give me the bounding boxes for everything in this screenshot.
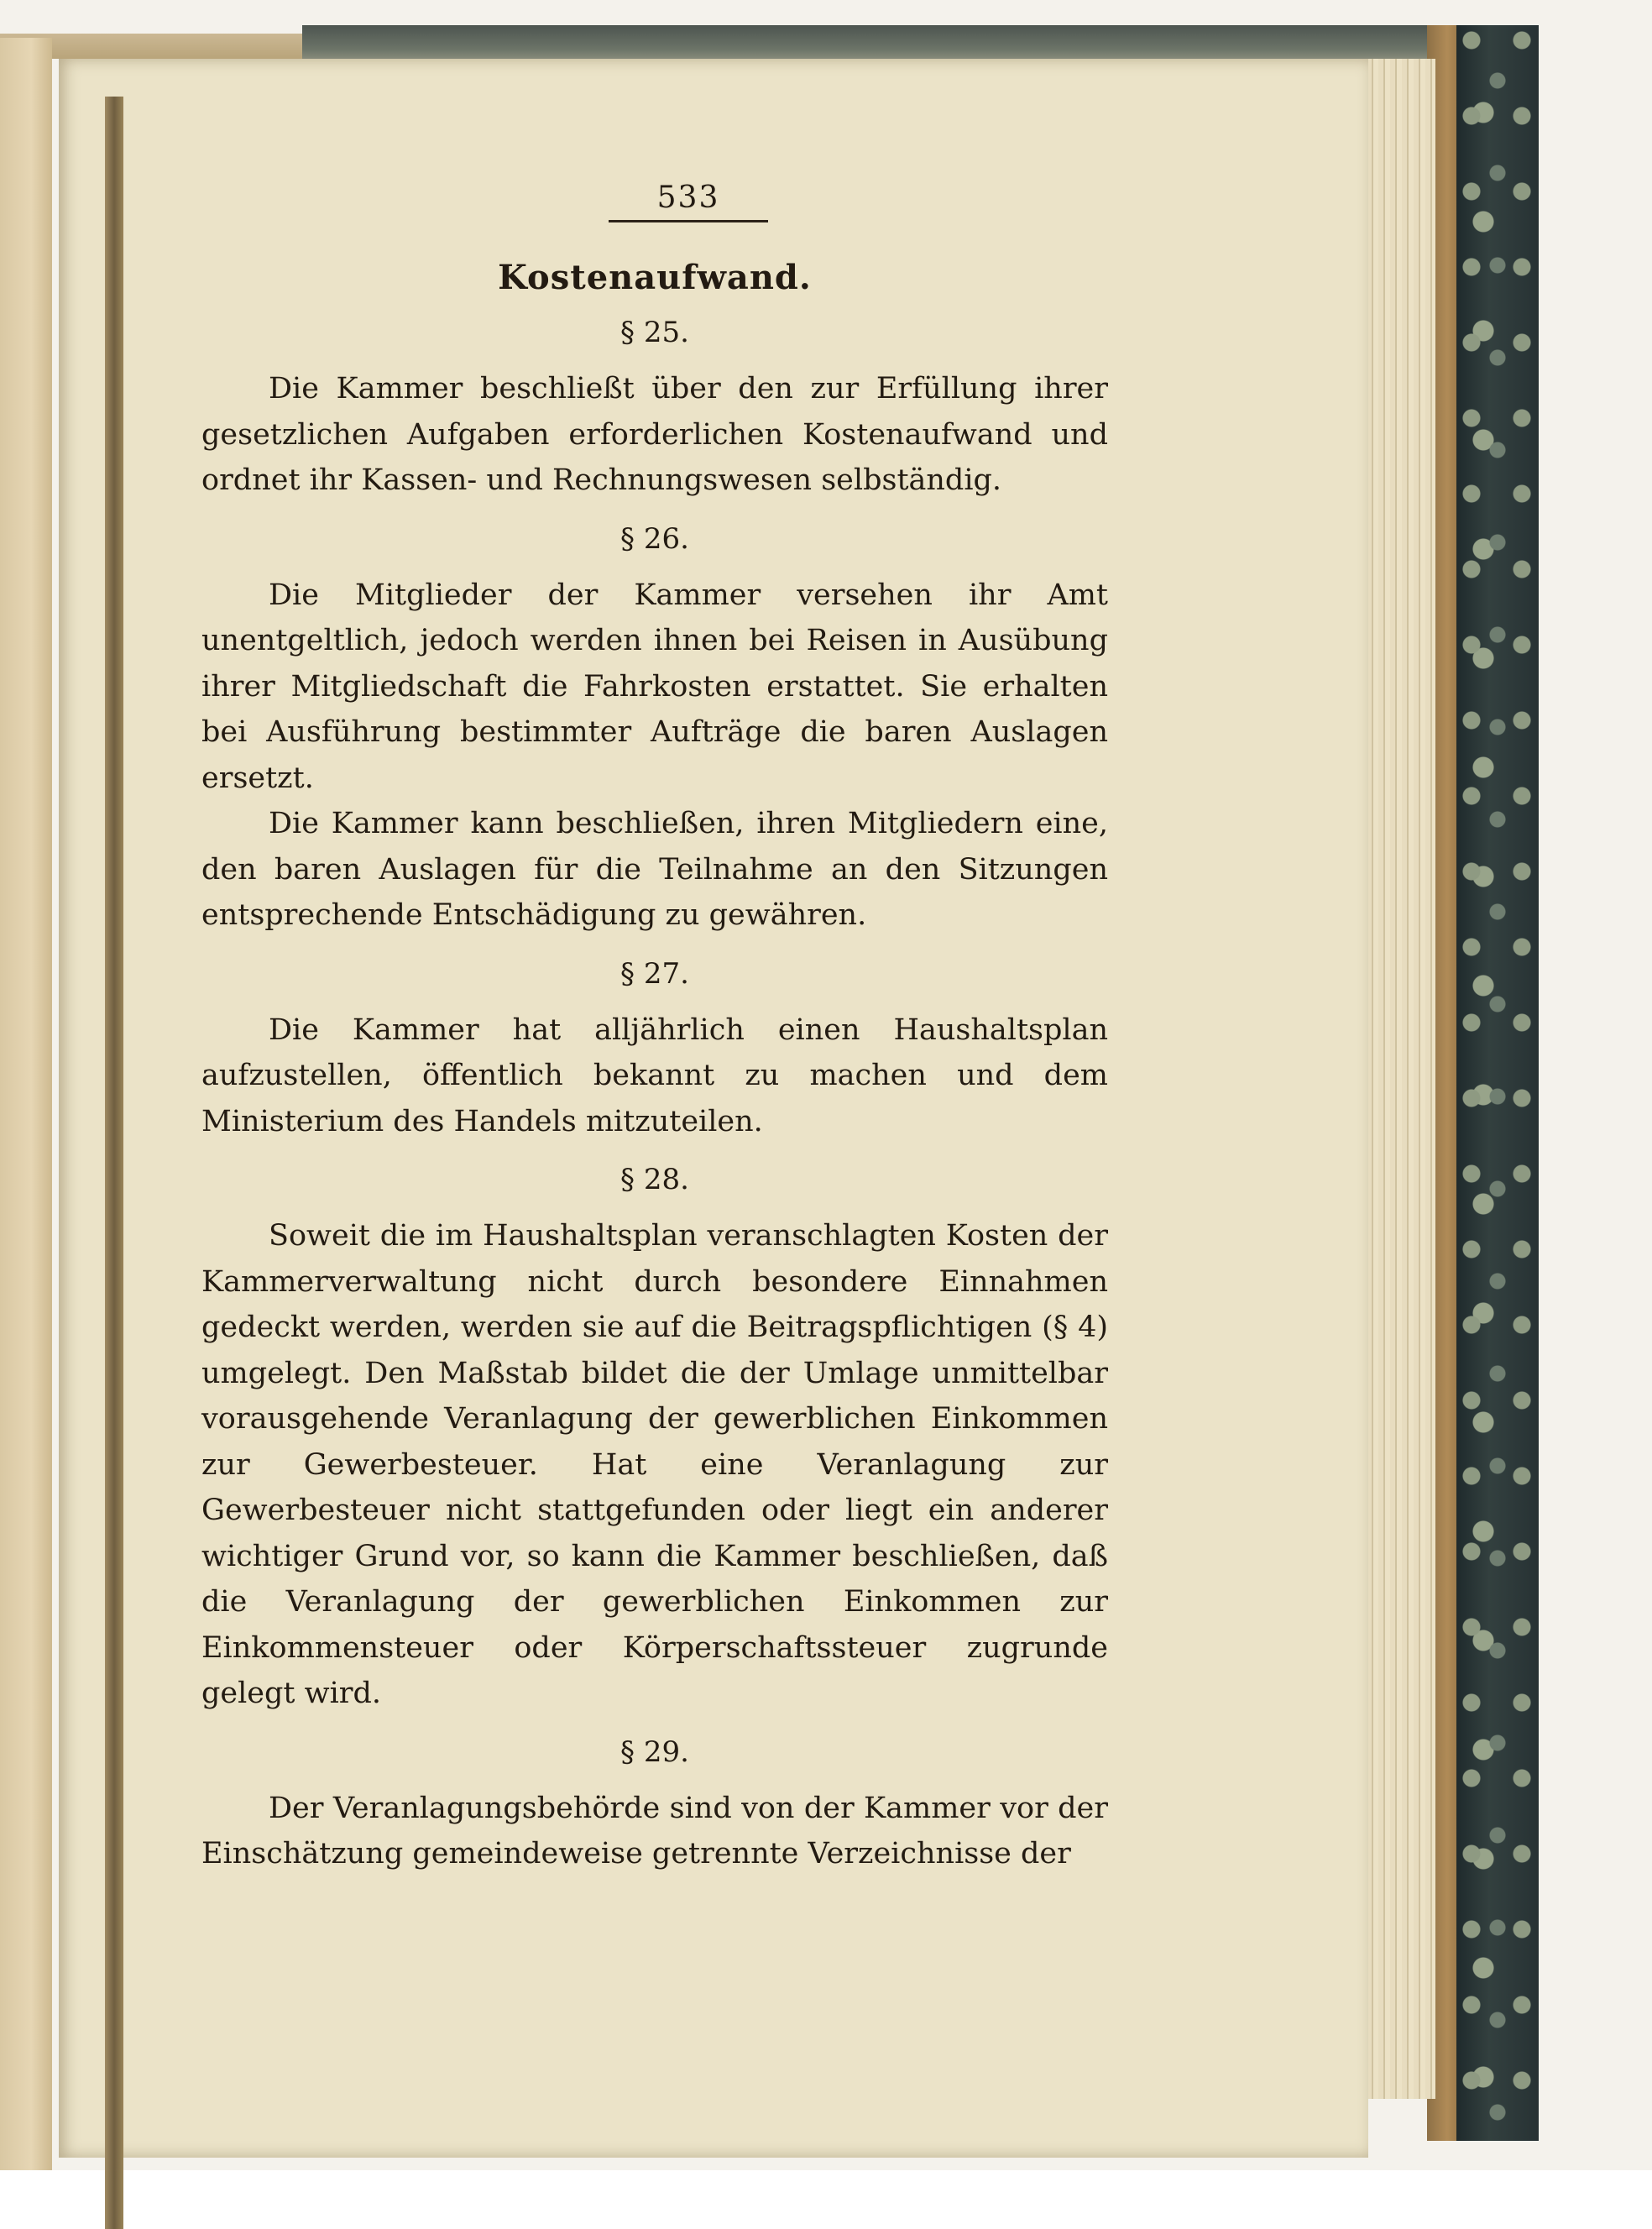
section-29 [201,1735,1108,1877]
paragraph: Soweit die im Haushaltsplan veranschlagten Kosten der Kammerverwaltung nicht durch besondere Einnahmen gedeckt werden, werden sie auf die Beitragspflichtigen (§ 4) umgelegt. Den Maßstab bildet die der Umlage unmittelbar vorausgehende Veranlagung der gewerblichen Einkommen zur Gewerbesteuer. Hat eine Veranlagung zur Gewerbesteuer nicht stattgefunden oder liegt ein anderer wichtiger Grund vor, so kann die Kammer beschließen, daß die Veranlagung der gewerblichen Einkommen zur Einkommensteuer oder Körperschaftssteuer zugrunde gelegt wird. [201,1219,1108,1710]
chapter-heading: Kostenaufwand. [498,258,812,297]
paragraph: Die Kammer hat alljährlich einen Haushaltsplan aufzustellen, öffentlich bekannt zu machen und dem Ministerium des Handels mitzuteilen. [201,1012,1108,1138]
page-number: 533 [609,181,768,222]
paragraph: Die Mitglieder der Kammer versehen ihr Amt unentgeltlich, jedoch werden ihnen bei Reisen in Ausübung ihrer Mitgliedschaft die Fahrkosten erstattet. Sie erhalten bei Ausführung bestimmter Aufträge die baren Auslagen ersetzt. [201,578,1108,795]
section-28 [201,1163,1108,1717]
paragraph: Die Kammer kann beschließen, ihren Mitgliedern eine, den baren Auslagen für die Teilnahme an den Sitzungen entsprechende Entschädigung zu gewähren. [201,807,1108,932]
page-text [201,181,1108,1877]
page-gutter [105,97,123,2229]
facing-page-edge [0,38,52,2170]
marbled-cover-board [1456,25,1539,2141]
paragraph: Der Veranlagungsbehörde sind von der Kammer vor der Einschätzung gemeindeweise getrennte Verzeichnisse der [201,1791,1108,1871]
section-mark: § 29. [620,1735,689,1769]
section-mark: § 26. [620,521,689,556]
section-26 [201,522,1108,939]
section-mark: § 25. [620,316,689,349]
section-27 [201,957,1108,1145]
section-25 [201,316,1108,504]
paragraph: Die Kammer beschließt über den zur Erfüllung ihrer gesetzlichen Aufgaben erforderlichen Kostenaufwand und ordnet ihr Kassen- und Rechnungswesen selbständig. [201,372,1108,497]
section-mark: § 28. [620,1163,689,1196]
section-mark: § 27. [620,956,689,991]
